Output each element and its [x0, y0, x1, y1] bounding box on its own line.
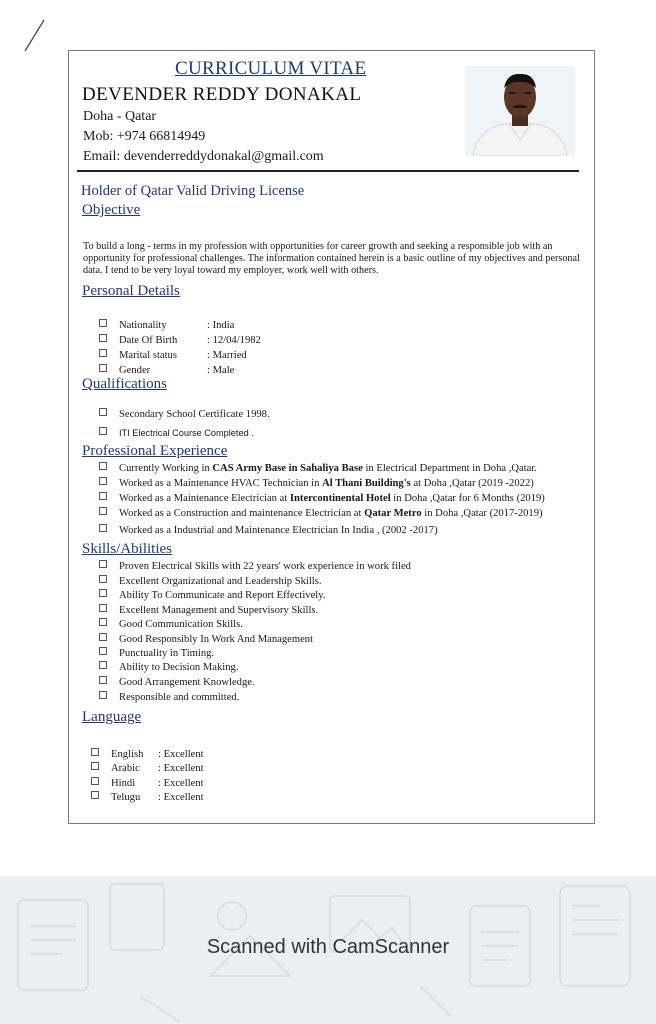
skill-item: Ability To Communicate and Report Effectively.	[99, 589, 325, 601]
experience-item: Worked as a Industrial and Maintenance Electrician In India , (2002 -2017)	[99, 524, 438, 536]
skill-item: Good Arrangement Knowledge.	[99, 676, 255, 688]
checkbox-bullet-icon	[99, 647, 107, 655]
camscanner-footer	[0, 876, 656, 1024]
experience-item: Worked as a Construction and maintenance Electrician at Qatar Metro in Doha ,Qatar (2017-2019)	[99, 507, 543, 519]
personal-detail-row: Nationality : India	[99, 319, 234, 331]
language-item: Hindi : Excellent	[91, 777, 204, 789]
personal-detail-row: Gender : Male	[99, 364, 234, 376]
qualifications-heading: Qualifications	[82, 376, 167, 392]
candidate-name: DEVENDER REDDY DONAKAL	[82, 84, 362, 105]
checkbox-bullet-icon	[99, 604, 107, 612]
professional-experience-heading: Professional Experience	[82, 443, 228, 459]
scanned-with-camscanner-label: Scanned with CamScanner	[206, 936, 450, 958]
checkbox-bullet-icon	[99, 524, 107, 532]
objective-text: To build a long - terms in my profession with opportunities for career growth and seeking a responsible job with an opportunity for professional challenges. The information contained herein is a basic outline of my objectives and personal data. I tend to be very loyal toward my employer, work well with others.	[83, 241, 580, 276]
skill-item: Good Responsibly In Work And Management	[99, 633, 313, 645]
personal-details-heading: Personal Details	[82, 283, 180, 299]
checkbox-bullet-icon	[99, 492, 107, 500]
checkbox-bullet-icon	[99, 364, 107, 372]
language-heading: Language	[82, 709, 142, 725]
checkbox-bullet-icon	[99, 408, 107, 416]
language-item: English : Excellent	[91, 748, 204, 760]
checkbox-bullet-icon	[99, 691, 107, 699]
checkbox-bullet-icon	[91, 762, 99, 770]
checkbox-bullet-icon	[99, 676, 107, 684]
checkbox-bullet-icon	[99, 575, 107, 583]
skill-item: Ability to Decision Making.	[99, 661, 238, 673]
skill-item: Responsible and committed.	[99, 691, 239, 703]
qualification-item: Secondary School Certificate 1998.	[99, 408, 270, 420]
checkbox-bullet-icon	[91, 791, 99, 799]
checkbox-bullet-icon	[99, 349, 107, 357]
experience-item: Worked as a Maintenance HVAC Technician in Al Thani Building's at Doha ,Qatar (2019 -2022)	[99, 477, 534, 489]
header-divider	[77, 170, 579, 172]
skill-item: Good Communication Skills.	[99, 618, 243, 630]
checkbox-bullet-icon	[99, 560, 107, 568]
skills-heading: Skills/Abilities	[82, 541, 173, 557]
checkbox-bullet-icon	[99, 334, 107, 342]
skill-item: Punctuality in Timing.	[99, 647, 214, 659]
experience-item: Currently Working in CAS Army Base in Sahaliya Base in Electrical Department in Doha ,Qatar.	[99, 462, 537, 474]
checkbox-bullet-icon	[99, 462, 107, 470]
skill-item: Proven Electrical Skills with 22 years' work experience in work filed	[99, 560, 411, 572]
driving-license-note: Holder of Qatar Valid Driving License	[81, 183, 305, 199]
checkbox-bullet-icon	[91, 777, 99, 785]
language-item: Arabic : Excellent	[91, 762, 204, 774]
checkbox-bullet-icon	[99, 661, 107, 669]
checkbox-bullet-icon	[99, 507, 107, 515]
mobile-text: Mob: +974 66814949	[83, 129, 206, 144]
checkbox-bullet-icon	[91, 748, 99, 756]
email-text: Email: devenderreddydonakal@gmail.com	[83, 149, 324, 164]
language-item: Telugu : Excellent	[91, 791, 204, 803]
skill-item: Excellent Organizational and Leadership Skills.	[99, 575, 322, 587]
checkbox-bullet-icon	[99, 477, 107, 485]
personal-detail-row: Marital status : Married	[99, 349, 247, 361]
personal-detail-row: Date Of Birth : 12/04/1982	[99, 334, 261, 346]
pen-stroke-mark	[22, 18, 46, 54]
cv-title: CURRICULUM VITAE	[175, 58, 367, 79]
location-text: Doha - Qatar	[83, 109, 157, 124]
checkbox-bullet-icon	[99, 618, 107, 626]
objective-heading: Objective	[82, 202, 141, 218]
checkbox-bullet-icon	[99, 633, 107, 641]
checkbox-bullet-icon	[99, 427, 107, 435]
experience-item: Worked as a Maintenance Electrician at Intercontinental Hotel in Doha ,Qatar for 6 Months (2019)	[99, 492, 545, 504]
checkbox-bullet-icon	[99, 319, 107, 327]
checkbox-bullet-icon	[99, 589, 107, 597]
profile-photo	[465, 66, 575, 156]
skill-item: Excellent Management and Supervisory Skills.	[99, 604, 318, 616]
qualification-item: ITI Electrical Course Completed .	[99, 427, 254, 438]
cv-page	[68, 50, 595, 824]
